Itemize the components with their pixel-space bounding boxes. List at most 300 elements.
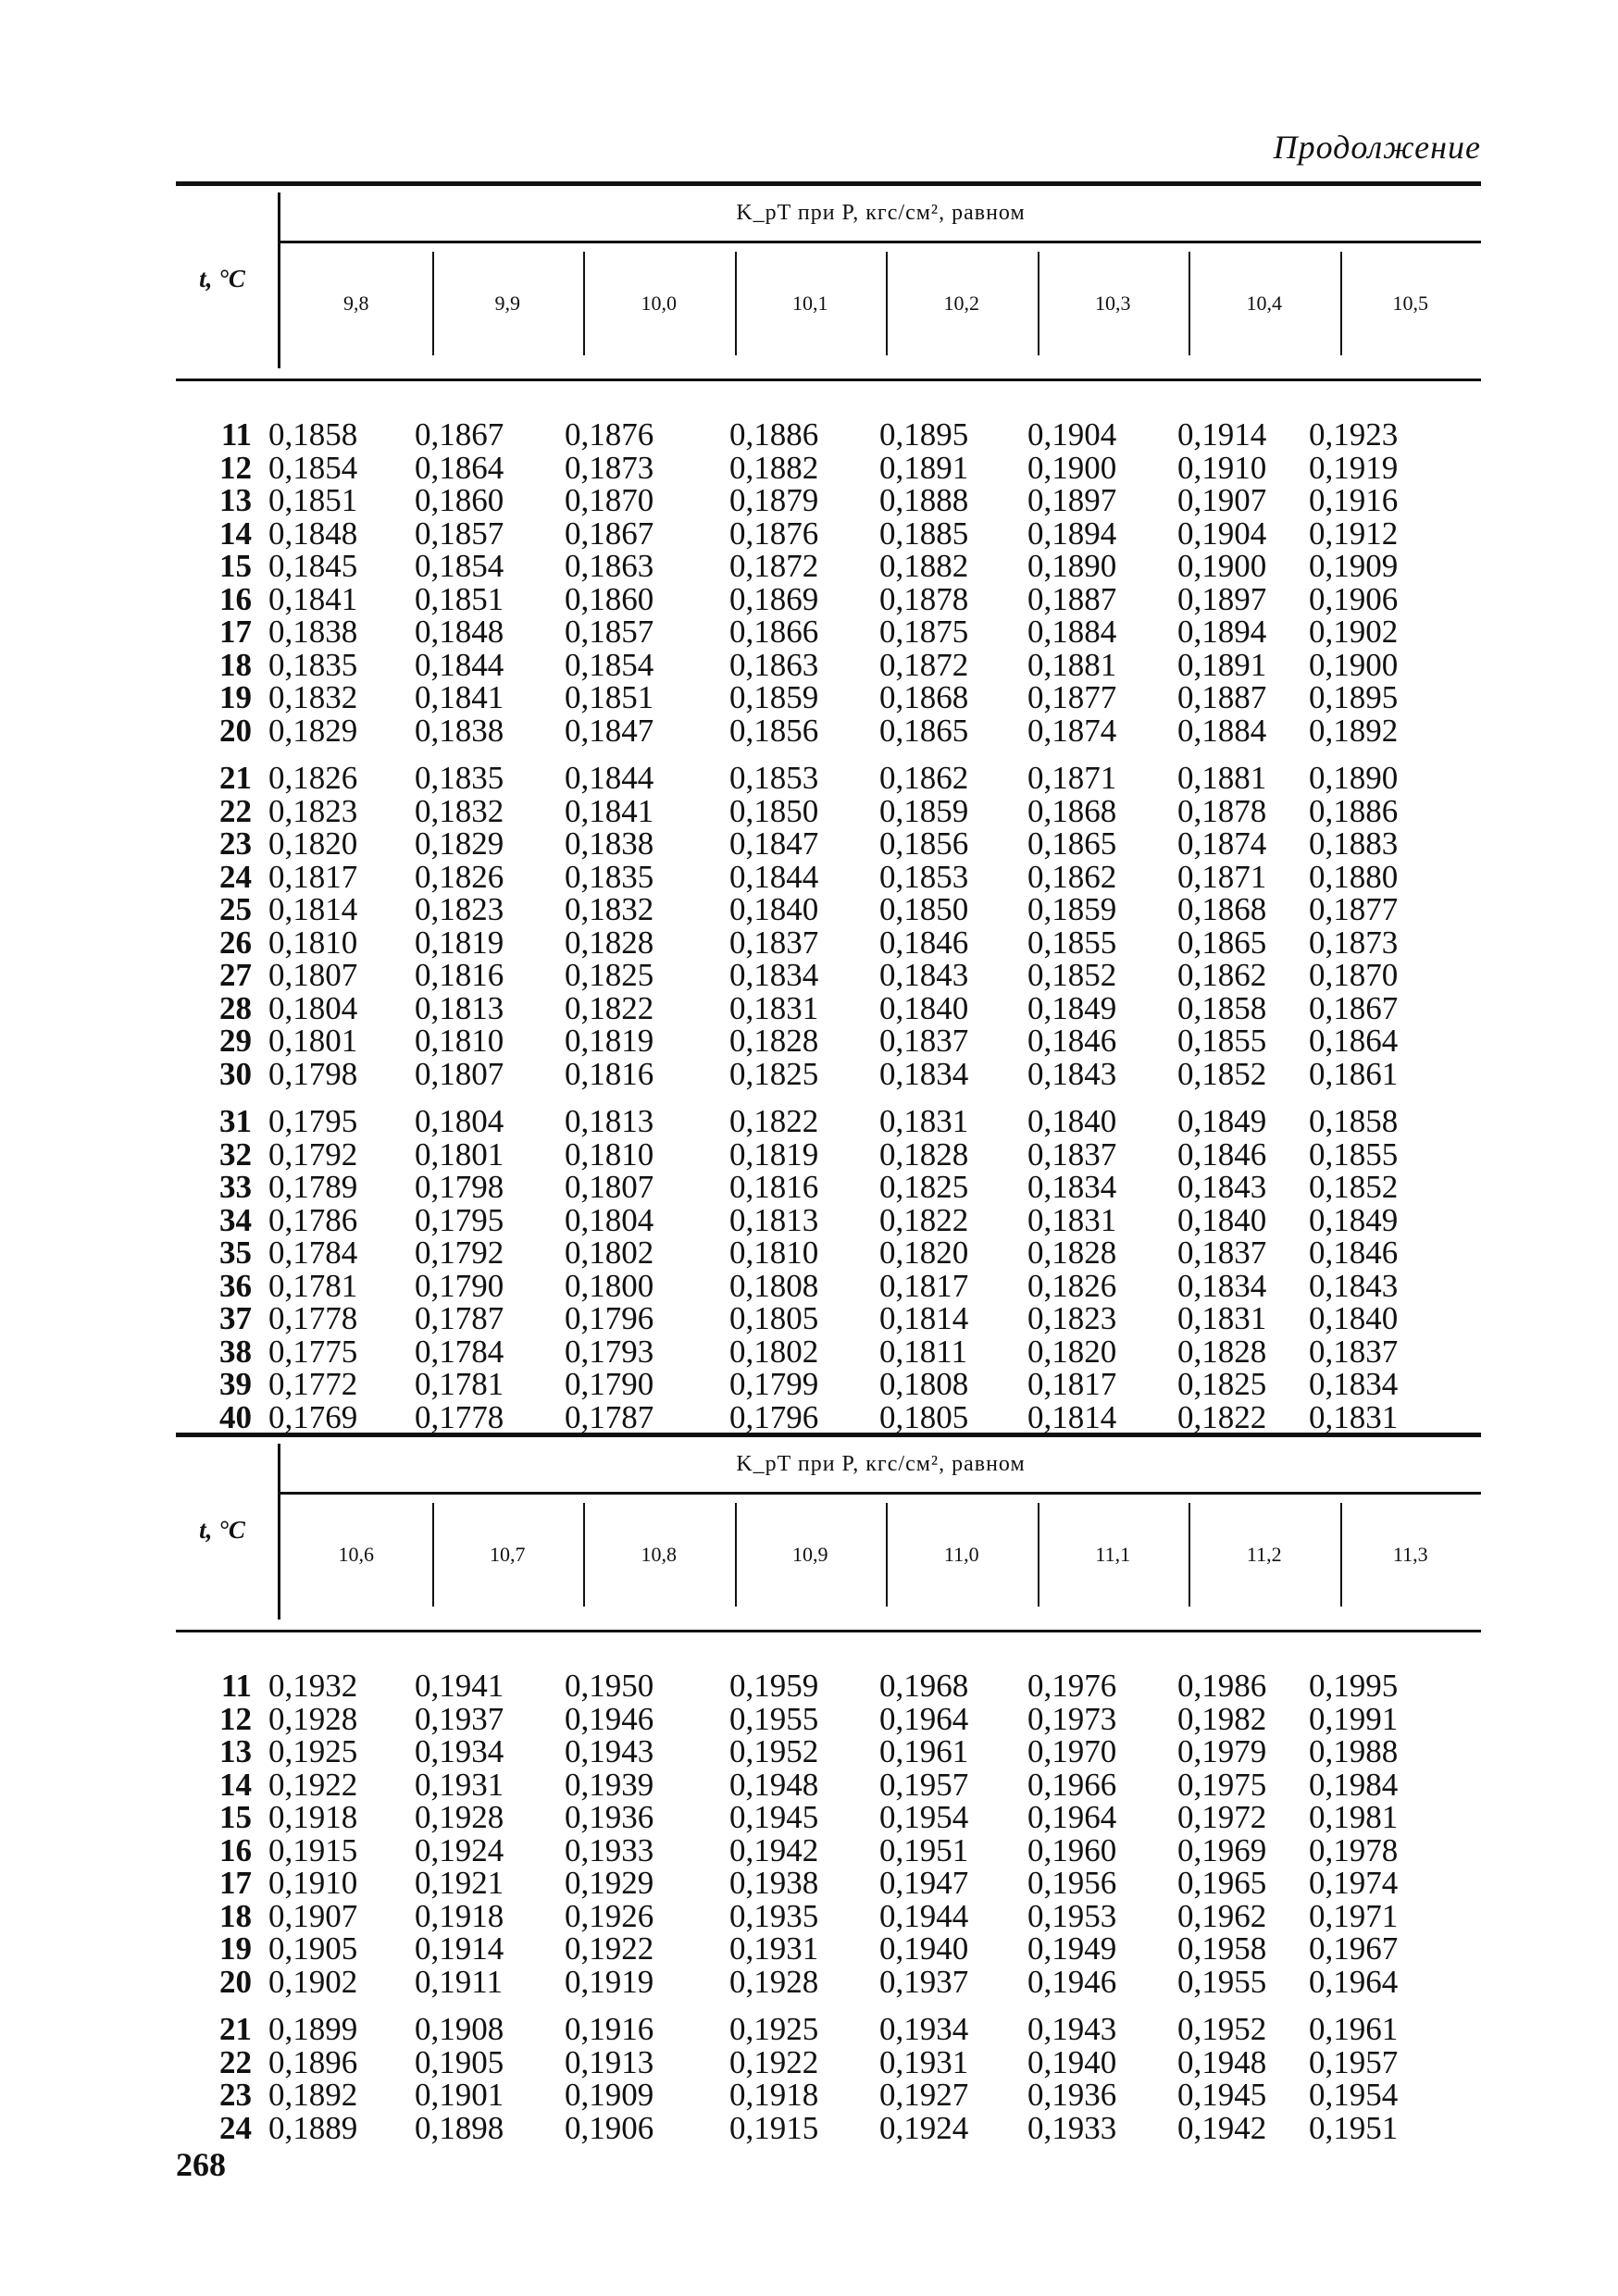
table-row [176,484,1481,517]
table-row [176,1335,1481,1369]
kpt-value-cell: 0,1853 [879,858,969,895]
temperature-cell: 15 [219,548,252,585]
row-group [176,1669,1481,1998]
table-row [176,1171,1481,1204]
kpt-value-cell: 0,1870 [1309,957,1399,994]
kpt-value-cell: 0,1848 [415,614,504,651]
kpt-value-cell: 0,1819 [729,1136,819,1173]
temperature-cell: 13 [219,482,252,519]
temperature-cell: 38 [219,1333,252,1370]
kpt-value-cell: 0,1862 [1177,957,1267,994]
kpt-value-cell: 0,1946 [565,1700,654,1737]
kpt-value-cell: 0,1945 [1177,2077,1267,2114]
kpt-value-cell: 0,1840 [1027,1103,1117,1140]
kpt-value-cell: 0,1876 [565,416,654,453]
temperature-cell: 27 [219,957,252,994]
kpt-value-cell: 0,1792 [415,1235,504,1272]
kpt-value-cell: 0,1886 [1309,792,1399,829]
kpt-value-cell: 0,1837 [1027,1136,1117,1173]
kpt-value-cell: 0,1955 [1177,1963,1267,2000]
kpt-value-cell: 0,1807 [565,1169,654,1206]
kpt-value-cell: 0,1822 [565,989,654,1026]
column-header-p: 11,3 [1392,1543,1428,1566]
row-group [176,418,1481,747]
kpt-value-cell: 0,1882 [729,449,819,486]
table-header [176,1433,1481,1632]
kpt-value-cell: 0,1892 [1309,712,1399,749]
kpt-value-cell: 0,1863 [565,548,654,585]
table-row [176,792,1481,829]
table-row [176,1932,1481,1966]
kpt-value-cell: 0,1796 [729,1398,819,1435]
temperature-cell: 23 [219,2077,252,2114]
t-column-header: t, °C [199,1515,245,1544]
kpt-value-cell: 0,1826 [268,760,358,797]
temperature-cell: 21 [219,760,252,797]
kpt-value-cell: 0,1822 [879,1201,969,1238]
kpt-value-cell: 0,1929 [565,1865,654,1902]
temperature-cell: 22 [219,2043,252,2080]
table-row [176,1735,1481,1769]
kpt-value-cell: 0,1926 [565,1897,654,1934]
row-group [176,2013,1481,2144]
table-row [176,1700,1481,1737]
kpt-value-cell: 0,1898 [415,2109,504,2146]
kpt-value-cell: 0,1878 [879,580,969,617]
temperature-cell: 20 [219,1963,252,2000]
kpt-value-cell: 0,1837 [879,1023,969,1060]
kpt-value-cell: 0,1919 [1309,449,1399,486]
kpt-value-cell: 0,1823 [415,891,504,928]
kpt-value-cell: 0,1922 [565,1930,654,1967]
column-header-p: 10,9 [792,1543,828,1566]
kpt-value-cell: 0,1907 [268,1897,358,1934]
kpt-value-cell: 0,1829 [415,825,504,863]
kpt-value-cell: 0,1828 [565,924,654,961]
kpt-value-cell: 0,1769 [268,1398,358,1435]
table-row [176,1055,1481,1092]
kpt-value-cell: 0,1789 [268,1169,358,1206]
kpt-value-cell: 0,1826 [1027,1267,1117,1304]
temperature-cell: 15 [219,1799,252,1836]
table-header [176,181,1481,381]
table-row [176,1897,1481,1934]
kpt-value-cell: 0,1800 [565,1267,654,1304]
kpt-value-cell: 0,1864 [415,449,504,486]
kpt-value-cell: 0,1863 [729,646,819,683]
kpt-value-cell: 0,1843 [1177,1169,1267,1206]
table-row [176,681,1481,714]
kpt-value-cell: 0,1873 [1309,924,1399,961]
kpt-value-cell: 0,1859 [729,679,819,716]
kpt-value-cell: 0,1843 [1309,1267,1399,1304]
kpt-value-cell: 0,1845 [268,548,358,585]
table-row [176,827,1481,861]
temperature-cell: 37 [219,1300,252,1337]
kpt-value-cell: 0,1795 [268,1103,358,1140]
table-row [176,1302,1481,1335]
kpt-value-cell: 0,1925 [268,1733,358,1770]
kpt-value-cell: 0,1807 [268,957,358,994]
kpt-value-cell: 0,1838 [565,825,654,863]
temperature-cell: 34 [219,1201,252,1238]
kpt-value-cell: 0,1876 [729,515,819,552]
kpt-value-cell: 0,1877 [1027,679,1117,716]
column-header-p: 9,9 [494,292,520,315]
column-header-p: 10,1 [792,292,828,315]
kpt-value-cell: 0,1820 [879,1235,969,1272]
kpt-value-cell: 0,1941 [415,1668,504,1705]
kpt-value-cell: 0,1832 [565,891,654,928]
table-row [176,762,1481,795]
column-header-p: 10,5 [1392,292,1428,315]
kpt-value-cell: 0,1844 [565,760,654,797]
kpt-value-cell: 0,1916 [1309,482,1399,519]
kpt-value-cell: 0,1972 [1177,1799,1267,1836]
temperature-cell: 11 [220,416,252,453]
table-row [176,1267,1481,1304]
temperature-cell: 18 [219,646,252,683]
kpt-value-cell: 0,1865 [879,712,969,749]
kpt-value-cell: 0,1831 [1027,1201,1117,1238]
kpt-value-cell: 0,1897 [1027,482,1117,519]
kpt-value-cell: 0,1892 [268,2077,358,2114]
kpt-value-cell: 0,1982 [1177,1700,1267,1737]
kpt-value-cell: 0,1786 [268,1201,358,1238]
kpt-value-cell: 0,1831 [1309,1398,1399,1435]
kpt-value-cell: 0,1849 [1309,1201,1399,1238]
kpt-value-cell: 0,1902 [1309,614,1399,651]
kpt-value-cell: 0,1943 [1027,2011,1117,2048]
kpt-value-cell: 0,1831 [1177,1300,1267,1337]
kpt-value-cell: 0,1834 [1309,1366,1399,1403]
temperature-cell: 30 [219,1055,252,1092]
kpt-value-cell: 0,1855 [1177,1023,1267,1060]
kpt-value-cell: 0,1877 [1309,891,1399,928]
kpt-value-cell: 0,1835 [268,646,358,683]
kpt-value-cell: 0,1811 [879,1333,967,1370]
t-column-header: t, °C [199,264,245,292]
kpt-value-cell: 0,1870 [565,482,654,519]
table-row [176,1201,1481,1238]
kpt-value-cell: 0,1910 [268,1865,358,1902]
table-row [176,926,1481,960]
kpt-value-cell: 0,1906 [565,2109,654,2146]
table-row [176,1105,1481,1138]
kpt-value-cell: 0,1781 [415,1366,504,1403]
temperature-cell: 17 [219,1865,252,1902]
kpt-value-cell: 0,1798 [415,1169,504,1206]
kpt-value-cell: 0,1912 [1309,515,1399,552]
kpt-table-1 [176,181,1481,1433]
temperature-cell: 26 [219,924,252,961]
column-header-p: 10,6 [338,1543,374,1566]
kpt-value-cell: 0,1834 [1177,1267,1267,1304]
continued-label: Продолжение [1273,129,1481,166]
column-header-p: 10,3 [1095,292,1131,315]
kpt-value-cell: 0,1874 [1027,712,1117,749]
kpt-value-cell: 0,1931 [415,1766,504,1803]
temperature-cell: 16 [219,580,252,617]
kpt-value-cell: 0,1885 [879,515,969,552]
kpt-value-cell: 0,1787 [415,1300,504,1337]
kpt-value-cell: 0,1823 [268,792,358,829]
temperature-cell: 40 [219,1398,252,1435]
kpt-value-cell: 0,1904 [1177,515,1267,552]
kpt-value-cell: 0,1822 [1177,1398,1267,1435]
kpt-value-cell: 0,1946 [1027,1963,1117,2000]
kpt-value-cell: 0,1933 [565,1831,654,1868]
temperature-cell: 39 [219,1366,252,1403]
kpt-value-cell: 0,1979 [1177,1733,1267,1770]
kpt-value-cell: 0,1850 [879,891,969,928]
kpt-value-cell: 0,1808 [879,1366,969,1403]
temperature-cell: 12 [219,1700,252,1737]
column-header-p: 10,4 [1246,292,1282,315]
kpt-value-cell: 0,1859 [879,792,969,829]
kpt-value-cell: 0,1781 [268,1267,358,1304]
temperature-cell: 11 [220,1668,252,1705]
kpt-value-cell: 0,1841 [415,679,504,716]
kpt-value-cell: 0,1802 [565,1235,654,1272]
kpt-value-cell: 0,1816 [729,1169,819,1206]
table-row [176,2013,1481,2046]
kpt-value-cell: 0,1840 [879,989,969,1026]
temperature-cell: 29 [219,1023,252,1060]
row-group [176,1105,1481,1433]
kpt-value-cell: 0,1817 [879,1267,969,1304]
kpt-value-cell: 0,1804 [415,1103,504,1140]
table-row [176,959,1481,992]
kpt-value-cell: 0,1914 [1177,416,1267,453]
column-header-p: 9,8 [343,292,369,315]
kpt-value-cell: 0,1952 [729,1733,819,1770]
kpt-value-cell: 0,1838 [415,712,504,749]
kpt-value-cell: 0,1823 [1027,1300,1117,1337]
kpt-value-cell: 0,1913 [565,2043,654,2080]
kpt-value-cell: 0,1925 [729,2011,819,2048]
kpt-value-cell: 0,1798 [268,1055,358,1092]
kpt-value-cell: 0,1931 [879,2043,969,2080]
kpt-value-cell: 0,1843 [1027,1055,1117,1092]
kpt-value-cell: 0,1976 [1027,1668,1117,1705]
kpt-value-cell: 0,1805 [879,1398,969,1435]
kpt-value-cell: 0,1841 [565,792,654,829]
temperature-cell: 19 [219,679,252,716]
kpt-value-cell: 0,1958 [1177,1930,1267,1967]
kpt-value-cell: 0,1907 [1177,482,1267,519]
temperature-cell: 17 [219,614,252,651]
kpt-value-cell: 0,1795 [415,1201,504,1238]
kpt-value-cell: 0,1905 [415,2043,504,2080]
kpt-value-cell: 0,1846 [879,924,969,961]
kpt-value-cell: 0,1928 [729,1963,819,2000]
kpt-value-cell: 0,1940 [1027,2043,1117,2080]
temperature-cell: 21 [219,2011,252,2048]
column-header-p: 10,2 [943,292,979,315]
kpt-value-cell: 0,1915 [729,2109,819,2146]
column-header-p: 11,2 [1246,1543,1282,1566]
spanning-header: K_pT при P, кгс/см², равном [736,200,1026,225]
table-row [176,893,1481,926]
spanning-header: K_pT при P, кгс/см², равном [736,1451,1026,1476]
kpt-value-cell: 0,1837 [1309,1333,1399,1370]
kpt-value-cell: 0,1965 [1177,1865,1267,1902]
kpt-value-cell: 0,1995 [1309,1668,1399,1705]
kpt-value-cell: 0,1904 [1027,416,1117,453]
temperature-cell: 14 [219,1766,252,1803]
kpt-value-cell: 0,1820 [1027,1333,1117,1370]
kpt-value-cell: 0,1895 [879,416,969,453]
kpt-value-cell: 0,1886 [729,416,819,453]
kpt-value-cell: 0,1828 [879,1136,969,1173]
kpt-value-cell: 0,1897 [1177,580,1267,617]
kpt-value-cell: 0,1860 [565,580,654,617]
kpt-value-cell: 0,1902 [268,1963,358,2000]
column-header-p: 11,1 [1095,1543,1131,1566]
kpt-value-cell: 0,1846 [1309,1235,1399,1272]
kpt-value-cell: 0,1939 [565,1766,654,1803]
kpt-value-cell: 0,1855 [1027,924,1117,961]
temperature-cell: 23 [219,825,252,863]
kpt-value-cell: 0,1831 [729,989,819,1026]
kpt-value-cell: 0,1923 [1309,416,1399,453]
kpt-value-cell: 0,1819 [565,1023,654,1060]
kpt-value-cell: 0,1814 [1027,1398,1117,1435]
temperature-cell: 24 [219,2109,252,2146]
kpt-value-cell: 0,1956 [1027,1865,1117,1902]
table-row [176,1963,1481,2000]
kpt-value-cell: 0,1887 [1177,679,1267,716]
kpt-value-cell: 0,1890 [1309,760,1399,797]
kpt-value-cell: 0,1945 [729,1799,819,1836]
kpt-value-cell: 0,1849 [1177,1103,1267,1140]
kpt-value-cell: 0,1835 [415,760,504,797]
kpt-value-cell: 0,1968 [879,1668,969,1705]
kpt-value-cell: 0,1937 [415,1700,504,1737]
kpt-value-cell: 0,1890 [1027,548,1117,585]
kpt-value-cell: 0,1817 [1027,1366,1117,1403]
kpt-value-cell: 0,1843 [879,957,969,994]
kpt-value-cell: 0,1900 [1027,449,1117,486]
kpt-value-cell: 0,1952 [1177,2011,1267,2048]
kpt-value-cell: 0,1840 [1309,1300,1399,1337]
kpt-value-cell: 0,1829 [268,712,358,749]
kpt-value-cell: 0,1879 [729,482,819,519]
kpt-value-cell: 0,1847 [729,825,819,863]
kpt-value-cell: 0,1840 [729,891,819,928]
kpt-value-cell: 0,1856 [879,825,969,863]
kpt-value-cell: 0,1921 [415,1865,504,1902]
kpt-value-cell: 0,1954 [1309,2077,1399,2114]
kpt-value-cell: 0,1948 [1177,2043,1267,2080]
table-row [176,580,1481,617]
kpt-value-cell: 0,1822 [729,1103,819,1140]
temperature-cell: 28 [219,989,252,1026]
kpt-value-cell: 0,1802 [729,1333,819,1370]
kpt-value-cell: 0,1943 [565,1733,654,1770]
kpt-value-cell: 0,1928 [268,1700,358,1737]
kpt-value-cell: 0,1900 [1309,646,1399,683]
table-row [176,1766,1481,1803]
kpt-value-cell: 0,1854 [268,449,358,486]
kpt-value-cell: 0,1934 [415,1733,504,1770]
kpt-value-cell: 0,1853 [729,760,819,797]
kpt-value-cell: 0,1909 [565,2077,654,2114]
table-row [176,858,1481,895]
kpt-value-cell: 0,1878 [1177,792,1267,829]
kpt-value-cell: 0,1838 [268,614,358,651]
kpt-value-cell: 0,1849 [1027,989,1117,1026]
kpt-value-cell: 0,1962 [1177,1897,1267,1934]
kpt-value-cell: 0,1871 [1027,760,1117,797]
table-row [176,1801,1481,1834]
kpt-value-cell: 0,1852 [1309,1169,1399,1206]
kpt-value-cell: 0,1922 [268,1766,358,1803]
kpt-value-cell: 0,1951 [879,1831,969,1868]
kpt-value-cell: 0,1981 [1309,1799,1399,1836]
kpt-value-cell: 0,1854 [565,646,654,683]
kpt-value-cell: 0,1932 [268,1668,358,1705]
kpt-value-cell: 0,1817 [268,858,358,895]
kpt-value-cell: 0,1978 [1309,1831,1399,1868]
column-header-p: 10,7 [490,1543,526,1566]
table-row [176,1236,1481,1270]
temperature-cell: 12 [219,449,252,486]
kpt-value-cell: 0,1816 [415,957,504,994]
kpt-value-cell: 0,1868 [879,679,969,716]
kpt-value-cell: 0,1846 [1177,1136,1267,1173]
kpt-value-cell: 0,1891 [1177,646,1267,683]
kpt-value-cell: 0,1837 [1177,1235,1267,1272]
kpt-value-cell: 0,1867 [1309,989,1399,1026]
temperature-cell: 19 [219,1930,252,1967]
kpt-value-cell: 0,1865 [1027,825,1117,863]
kpt-value-cell: 0,1778 [415,1398,504,1435]
temperature-cell: 36 [219,1267,252,1304]
kpt-value-cell: 0,1894 [1027,515,1117,552]
kpt-value-cell: 0,1984 [1309,1766,1399,1803]
kpt-value-cell: 0,1826 [415,858,504,895]
column-header-p: 11,0 [943,1543,979,1566]
kpt-value-cell: 0,1856 [729,712,819,749]
kpt-value-cell: 0,1936 [565,1799,654,1836]
kpt-value-cell: 0,1868 [1027,792,1117,829]
kpt-value-cell: 0,1772 [268,1366,358,1403]
kpt-value-cell: 0,1857 [415,515,504,552]
kpt-value-cell: 0,1858 [1309,1103,1399,1140]
kpt-value-cell: 0,1918 [268,1799,358,1836]
kpt-value-cell: 0,1804 [268,989,358,1026]
kpt-value-cell: 0,1848 [268,515,358,552]
kpt-value-cell: 0,1961 [1309,2011,1399,2048]
kpt-value-cell: 0,1866 [729,614,819,651]
kpt-value-cell: 0,1860 [415,482,504,519]
table-row [176,2109,1481,2146]
kpt-value-cell: 0,1834 [879,1055,969,1092]
kpt-value-cell: 0,1955 [729,1700,819,1737]
table-row [176,449,1481,486]
temperature-cell: 33 [219,1169,252,1206]
kpt-value-cell: 0,1884 [1177,712,1267,749]
kpt-value-cell: 0,1813 [415,989,504,1026]
kpt-value-cell: 0,1931 [729,1930,819,1967]
table-row [176,2079,1481,2112]
kpt-value-cell: 0,1964 [1309,1963,1399,2000]
kpt-value-cell: 0,1899 [268,2011,358,2048]
table-row [176,1831,1481,1868]
kpt-value-cell: 0,1949 [1027,1930,1117,1967]
